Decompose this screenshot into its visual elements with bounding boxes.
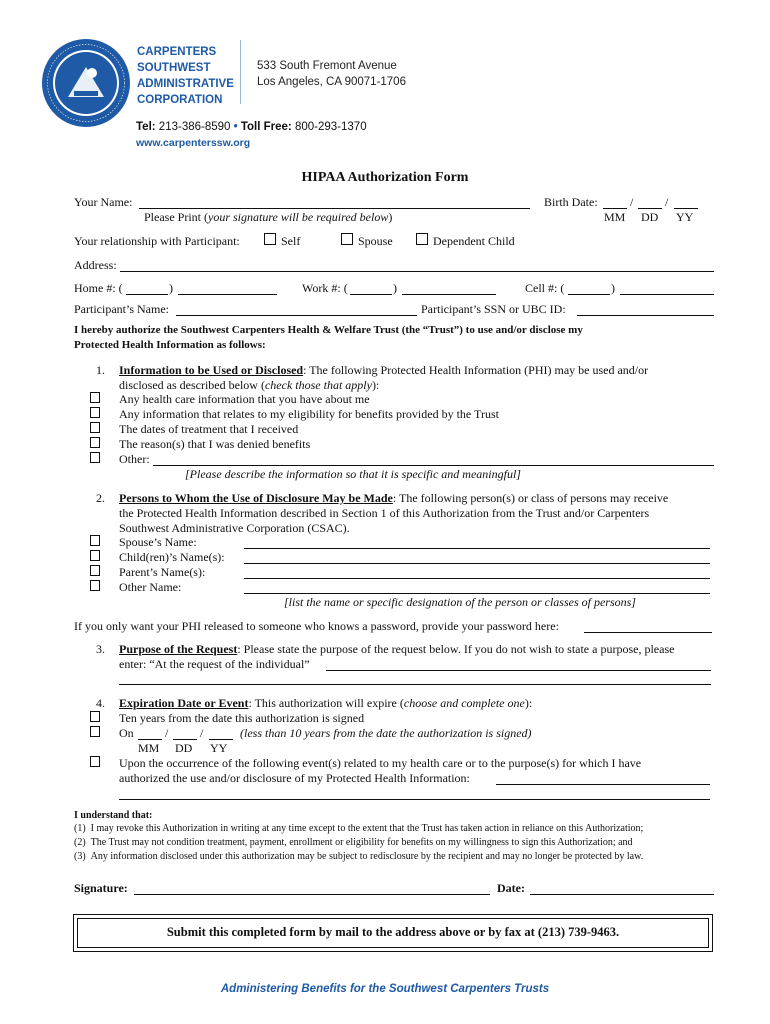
expiration-event-checkbox[interactable]	[90, 756, 100, 767]
header-divider	[240, 40, 241, 104]
logo-seal	[40, 37, 132, 129]
section-4-text	[119, 696, 532, 711]
page-title: HIPAA Authorization Form	[301, 170, 469, 185]
expiration-dd-field[interactable]	[173, 739, 197, 740]
section-text: disclosed as described below (	[119, 378, 265, 392]
cell-area-code-field[interactable]	[568, 294, 610, 295]
org-line: SOUTHWEST	[137, 62, 211, 74]
work-area-code-field[interactable]	[350, 294, 392, 295]
section-text: : The following person(s) or class of persons may receive	[392, 491, 669, 505]
cell-phone-label: Cell #: (	[525, 281, 565, 295]
home-phone-label: Home #: (	[74, 281, 123, 295]
expiration-yy-field[interactable]	[209, 739, 233, 740]
yy-label: YY	[210, 741, 228, 755]
home-phone-field[interactable]	[178, 294, 277, 295]
your-name-label: Your Name:	[74, 195, 133, 209]
section-text: ):	[371, 378, 380, 392]
phi-option-checkbox[interactable]	[90, 392, 100, 403]
recipient-label: Other Name:	[119, 580, 182, 594]
date-label: Date:	[497, 881, 525, 895]
section-2-text: Southwest Administrative Corporation (CSAC).	[119, 521, 350, 535]
participant-ssn-field[interactable]	[577, 315, 714, 316]
address-line: 533 South Fremont Avenue	[257, 60, 397, 72]
address-label: Address:	[74, 258, 117, 272]
section-1-text	[119, 363, 648, 378]
statement-line: I hereby authorize the Southwest Carpenters Health & Welfare Trust (the “Trust”) to use and/or disclose my	[74, 324, 583, 336]
phi-option-label: The dates of treatment that I received	[119, 422, 299, 436]
recipient-checkbox[interactable]	[90, 580, 100, 591]
participant-ssn-label: Participant’s SSN or UBC ID:	[421, 302, 566, 316]
expiration-event-field-continued[interactable]	[119, 799, 710, 800]
org-line: ADMINISTRATIVE	[137, 78, 234, 90]
hint-text: )	[388, 210, 393, 224]
slash: /	[665, 195, 669, 209]
expiration-date-checkbox[interactable]	[90, 726, 100, 737]
expiration-event-field[interactable]	[496, 784, 710, 785]
tel-label: Tel:	[136, 121, 156, 133]
understand-item: (3) Any information disclosed under this authorization may be subject to redisclosure by the recipient and may no longer be protected by law.	[74, 851, 644, 862]
org-line: CARPENTERS	[137, 46, 217, 58]
children-names-field[interactable]	[244, 563, 710, 564]
signature-label: Signature:	[74, 881, 128, 895]
purpose-field-continued[interactable]	[119, 684, 711, 685]
phi-option-label: Other:	[119, 452, 150, 466]
home-area-code-field[interactable]	[126, 294, 168, 295]
section-3-heading: Purpose of the Request	[119, 642, 238, 656]
recipient-label: Spouse’s Name:	[119, 535, 197, 549]
section-2-text	[119, 491, 668, 506]
spouse-checkbox[interactable]	[341, 233, 353, 245]
participant-name-field[interactable]	[176, 315, 417, 316]
work-phone-label: Work #: (	[302, 281, 348, 295]
tel-number: 213-386-8590	[158, 121, 231, 133]
address-field[interactable]	[120, 271, 714, 272]
footer-tagline: Administering Benefits for the Southwest Carpenters Trusts	[220, 983, 550, 995]
slash: /	[165, 726, 169, 740]
phi-option-checkbox[interactable]	[90, 452, 100, 463]
your-name-field[interactable]	[139, 208, 530, 209]
website-link[interactable]: www.carpenterssw.org	[136, 137, 251, 149]
section-text: : The following Protected Health Information (PHI) may be used and/or	[303, 363, 649, 377]
section-2-number: 2.	[96, 491, 105, 505]
participant-name-label: Participant’s Name:	[74, 302, 169, 316]
cell-phone-field[interactable]	[620, 294, 714, 295]
expiration-event-text: Upon the occurrence of the following event(s) related to my health care or to the purpose(s) for which I have	[119, 756, 642, 770]
section-1-text	[119, 378, 379, 393]
birth-date-label: Birth Date:	[544, 195, 598, 209]
phi-other-field[interactable]	[153, 465, 714, 466]
section-1-heading: Information to be Used or Disclosed	[119, 363, 304, 377]
org-address	[257, 58, 406, 90]
section-4-heading: Expiration Date or Event	[119, 696, 249, 710]
birth-mm-field[interactable]	[603, 208, 627, 209]
address-line: Los Angeles, CA 90071-1706	[257, 76, 406, 88]
recipient-checkbox[interactable]	[90, 550, 100, 561]
recipient-checkbox[interactable]	[90, 565, 100, 576]
section-3-number: 3.	[96, 642, 105, 656]
close-paren: )	[169, 281, 173, 295]
self-checkbox[interactable]	[264, 233, 276, 245]
section-2-heading: Persons to Whom the Use of Disclosure May be Made	[119, 491, 393, 505]
section-text: : Please state the purpose of the request below. If you do not wish to state a purpose, please	[237, 642, 675, 656]
expiration-on-label: On	[119, 726, 134, 740]
section-3-text	[119, 642, 674, 657]
close-paren: )	[611, 281, 615, 295]
section-1-number: 1.	[96, 363, 105, 377]
parents-names-field[interactable]	[244, 578, 710, 579]
section-2-note: [list the name or specific designation of the person or classes of persons]	[284, 595, 636, 609]
relationship-label: Your relationship with Participant:	[74, 234, 240, 248]
phi-option-label: Any information that relates to my eligibility for benefits provided by the Trust	[119, 407, 499, 421]
statement-line: Protected Health Information as follows:	[74, 339, 266, 351]
recipient-label: Child(ren)’s Name(s):	[119, 550, 225, 564]
expiration-mm-field[interactable]	[138, 739, 162, 740]
section-text: : This authorization will expire (	[248, 696, 404, 710]
close-paren: )	[393, 281, 397, 295]
self-label: Self	[281, 234, 301, 248]
expiration-option-label: Ten years from the date this authorization is signed	[119, 711, 365, 725]
dd-label: DD	[641, 210, 659, 224]
signature-field[interactable]	[134, 894, 490, 895]
expiration-event-text: authorized the use and/or disclosure of my Protected Health Information:	[119, 771, 470, 785]
date-field[interactable]	[530, 894, 714, 895]
slash: /	[200, 726, 204, 740]
understand-heading: I understand that:	[74, 810, 153, 821]
submit-box	[73, 914, 713, 952]
authorization-statement	[74, 323, 583, 353]
phi-option-checkbox[interactable]	[90, 437, 100, 448]
section-1-note: [Please describe the information so that it is specific and meaningful]	[185, 467, 521, 481]
understand-item: (1) I may revoke this Authorization in writing at any time except to the extent that the Trust has taken action in reliance on this Authorization;	[74, 823, 644, 834]
yy-label: YY	[676, 210, 694, 224]
toll-label: Toll Free:	[240, 121, 292, 133]
hint-text: Please Print (	[144, 210, 208, 224]
password-field[interactable]	[584, 632, 712, 633]
print-hint	[144, 210, 392, 225]
submit-instructions: Submit this completed form by mail to the address above or by fax at (213) 739-9463.	[166, 925, 620, 939]
bullet: •	[233, 121, 238, 133]
expiration-date-note: (less than 10 years from the date the authorization is signed)	[240, 726, 532, 740]
spouse-name-field[interactable]	[244, 548, 710, 549]
mm-label: MM	[138, 741, 160, 755]
phi-option-label: Any health care information that you have about me	[119, 392, 370, 406]
section-3-text: enter: “At the request of the individual”	[119, 657, 310, 671]
section-text-italic: choose and complete one	[403, 696, 525, 710]
slash: /	[630, 195, 634, 209]
password-label: If you only want your PHI released to someone who knows a password, provide your password here:	[74, 619, 559, 633]
toll-number: 800-293-1370	[294, 121, 367, 133]
dependent-child-checkbox[interactable]	[416, 233, 428, 245]
org-line: CORPORATION	[137, 94, 223, 106]
section-text: ):	[524, 696, 533, 710]
understand-item: (2) The Trust may not condition treatment, payment, enrollment or eligibility for benefits on my willingness to sign this Authorization; and	[74, 837, 633, 848]
dependent-child-label: Dependent Child	[433, 234, 515, 248]
recipient-label: Parent’s Name(s):	[119, 565, 206, 579]
section-4-number: 4.	[96, 696, 105, 710]
section-2-text: the Protected Health Information described in Section 1 of this Authorization from the Trust and/or Carpenters	[119, 506, 650, 520]
recipient-checkbox[interactable]	[90, 535, 100, 546]
phi-option-checkbox[interactable]	[90, 422, 100, 433]
phi-option-checkbox[interactable]	[90, 407, 100, 418]
dd-label: DD	[175, 741, 193, 755]
phi-option-label: The reason(s) that I was denied benefits	[119, 437, 311, 451]
work-phone-field[interactable]	[402, 294, 496, 295]
birth-dd-field[interactable]	[638, 208, 662, 209]
expiration-ten-years-checkbox[interactable]	[90, 711, 100, 722]
mm-label: MM	[604, 210, 626, 224]
org-name	[137, 44, 234, 108]
hint-italic: your signature will be required below	[208, 210, 389, 224]
purpose-field[interactable]	[326, 670, 711, 671]
spouse-label: Spouse	[358, 234, 393, 248]
contact-line	[136, 121, 367, 133]
other-name-field[interactable]	[244, 593, 710, 594]
birth-yy-field[interactable]	[674, 208, 698, 209]
section-text-italic: check those that apply	[264, 378, 372, 392]
